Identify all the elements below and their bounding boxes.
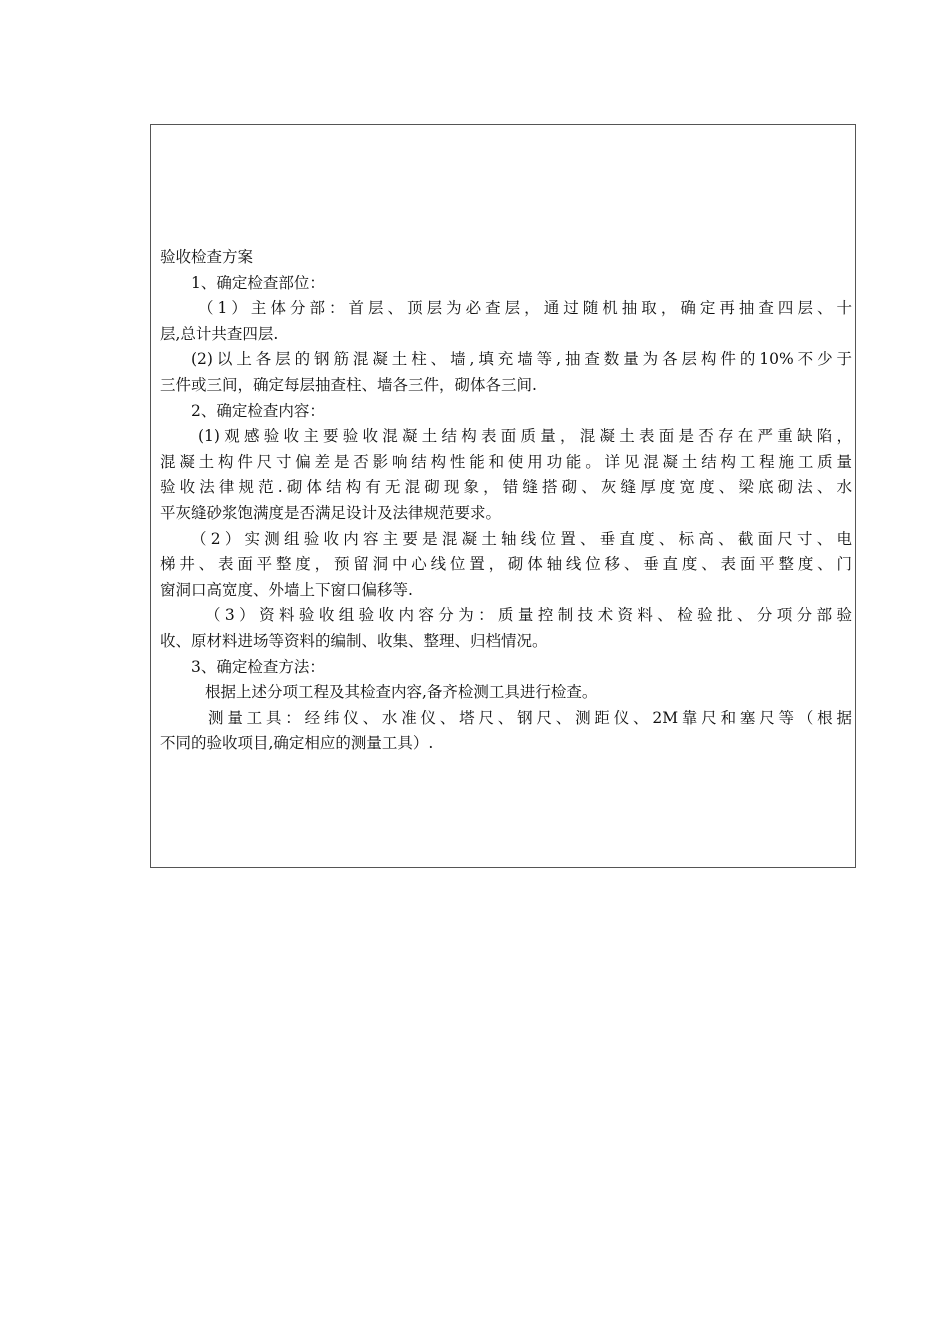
- section-3-title: 3、确定检查方法：: [191, 657, 325, 676]
- paragraph-line: 不同的验收项目,确定相应的测量工具）.: [160, 734, 434, 753]
- paragraph-line: (1)观感验收主要验收混凝土结构表面质量，混凝土表面是否存在严重缺陷，: [198, 427, 852, 446]
- paragraph-line: （1）主体分部：首层、顶层为必查层，通过随机抽取，确定再抽查四层、十: [198, 299, 852, 318]
- paragraph-line: 收、原材料进场等资料的编制、收集、整理、归档情况。: [160, 631, 548, 650]
- paragraph-line: 验收法律规范.砌体结构有无混砌现象，错缝搭砌、灰缝厚度宽度、梁底砌法、水: [160, 478, 852, 497]
- paragraph-line: （3）资料验收组验收内容分为：质量控制技术资料、检验批、分项分部验: [205, 606, 852, 625]
- document-heading: 验收检查方案: [160, 248, 254, 266]
- paragraph-line: 根据上述分项工程及其检查内容,备齐检测工具进行检查。: [205, 683, 598, 702]
- paragraph-line: 层,总计共查四层.: [160, 324, 279, 343]
- document-body: [160, 245, 852, 757]
- section-1-title: 1、确定检查部位：: [191, 273, 325, 292]
- paragraph-line: 混凝土构件尺寸偏差是否影响结构性能和使用功能。详见混凝土结构工程施工质量: [160, 452, 852, 471]
- paragraph-line: 平灰缝砂浆饱满度是否满足设计及法律规范要求。: [160, 503, 502, 522]
- paragraph-line: 测量工具：经纬仪、水准仪、塔尺、钢尺、测距仪、2M靠尺和塞尺等（根据: [208, 708, 852, 727]
- paragraph-line: 窗洞口高宽度、外墙上下窗口偏移等.: [160, 580, 413, 599]
- paragraph-line: (2)以上各层的钢筋混凝土柱、墙,填充墙等,抽查数量为各层构件的10%不少于: [191, 350, 852, 369]
- paragraph-line: 三件或三间，确定每层抽查柱、墙各三件，砌体各三间.: [160, 375, 537, 394]
- paragraph-line: （2）实测组验收内容主要是混凝土轴线位置、垂直度、标高、截面尺寸、电: [191, 529, 852, 548]
- section-2-title: 2、确定检查内容：: [191, 401, 325, 420]
- paragraph-line: 梯井、表面平整度，预留洞中心线位置，砌体轴线位移、垂直度、表面平整度、门: [160, 555, 852, 574]
